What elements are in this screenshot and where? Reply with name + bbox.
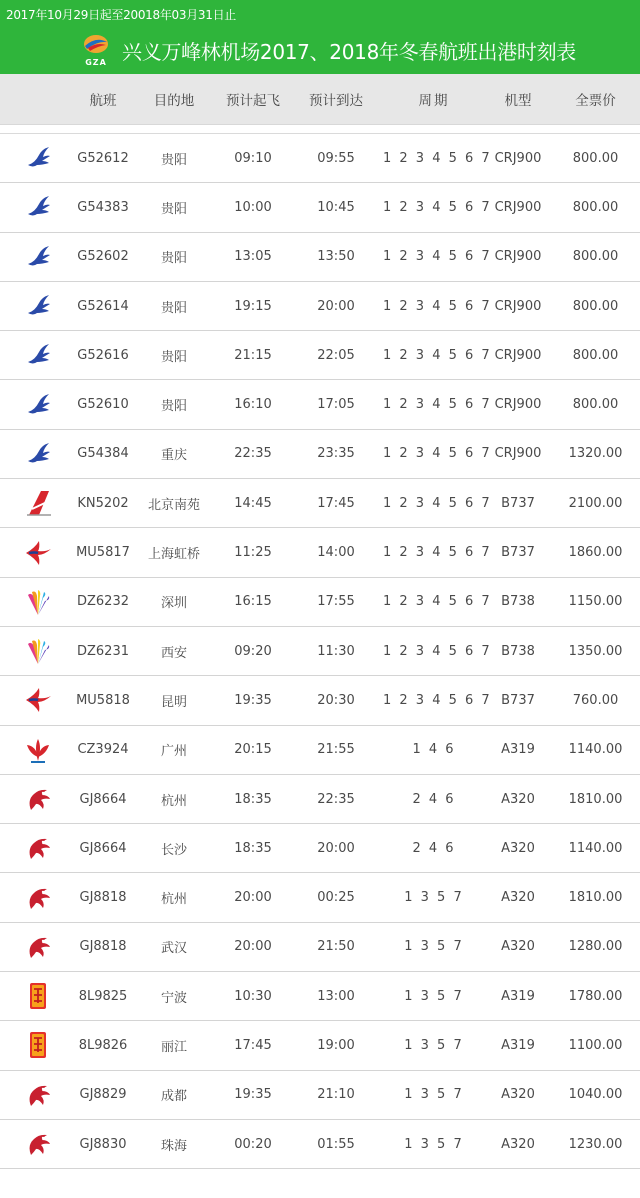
aircraft-type: A320 bbox=[501, 840, 535, 856]
seal-icon-graphic bbox=[23, 981, 53, 1011]
full-fare: 1040.00 bbox=[568, 1087, 623, 1103]
aircraft-type: B738 bbox=[501, 643, 535, 659]
dragon-icon bbox=[23, 883, 53, 913]
aircraft-type: B737 bbox=[501, 692, 535, 708]
destination: 广州 bbox=[160, 744, 187, 760]
airline-logo-cell bbox=[0, 488, 75, 518]
airline-logo-cell bbox=[0, 636, 75, 666]
destination: 宁波 bbox=[160, 990, 187, 1006]
bird-wing-icon bbox=[23, 143, 53, 173]
bird-wing-icon-graphic bbox=[23, 340, 53, 370]
arrival-time: 20:00 bbox=[317, 840, 355, 856]
table-row bbox=[0, 479, 640, 528]
departure-time: 14:45 bbox=[234, 495, 272, 511]
weekdays: 1 2 3 4 5 6 7 bbox=[383, 594, 492, 610]
full-fare: 1280.00 bbox=[568, 939, 623, 955]
table-row bbox=[0, 1071, 640, 1120]
weekdays: 1 4 6 bbox=[412, 742, 456, 758]
table-row bbox=[0, 380, 640, 429]
aircraft-type: A319 bbox=[501, 988, 535, 1004]
flight-number: GJ8818 bbox=[79, 939, 127, 955]
arrival-time: 09:55 bbox=[317, 150, 355, 166]
table-row bbox=[0, 923, 640, 972]
bird-wing-icon bbox=[23, 390, 53, 420]
destination: 贵阳 bbox=[160, 300, 187, 316]
flight-number: GJ8818 bbox=[79, 890, 127, 906]
destination: 昆明 bbox=[160, 694, 187, 710]
arrival-time: 21:10 bbox=[317, 1087, 355, 1103]
bird-wing-icon bbox=[23, 340, 53, 370]
arrival-time: 01:55 bbox=[317, 1136, 355, 1152]
departure-time: 13:05 bbox=[234, 249, 272, 265]
full-fare: 2100.00 bbox=[568, 495, 623, 511]
destination: 贵阳 bbox=[160, 399, 187, 415]
destination: 珠海 bbox=[160, 1138, 187, 1154]
bird-wing-icon bbox=[23, 192, 53, 222]
departure-time: 16:15 bbox=[234, 594, 272, 610]
dragon-icon bbox=[23, 1080, 53, 1110]
flight-number: G52602 bbox=[77, 249, 129, 265]
destination: 丽江 bbox=[160, 1039, 187, 1055]
dragon-icon-graphic bbox=[23, 883, 53, 913]
departure-time: 11:25 bbox=[234, 545, 272, 561]
aircraft-type: A320 bbox=[501, 1087, 535, 1103]
aircraft-type: B737 bbox=[501, 495, 535, 511]
weekdays: 1 2 3 4 5 6 7 bbox=[383, 545, 492, 561]
weekdays: 1 3 5 7 bbox=[404, 1087, 464, 1103]
airline-logo-cell bbox=[0, 833, 75, 863]
table-row bbox=[0, 1120, 640, 1169]
departure-time: 09:20 bbox=[234, 643, 272, 659]
full-fare: 1860.00 bbox=[568, 545, 623, 561]
weekdays: 1 2 3 4 5 6 7 bbox=[383, 150, 492, 166]
weekdays: 1 3 5 7 bbox=[404, 939, 464, 955]
departure-time: 09:10 bbox=[234, 150, 272, 166]
airline-logo-cell bbox=[0, 291, 75, 321]
flight-number: G52610 bbox=[77, 397, 129, 413]
arrival-time: 22:35 bbox=[317, 791, 355, 807]
departure-time: 19:15 bbox=[234, 298, 272, 314]
aircraft-type: A320 bbox=[501, 939, 535, 955]
arrival-time: 21:55 bbox=[317, 742, 355, 758]
airline-logo-cell bbox=[0, 1030, 75, 1060]
weekdays: 1 2 3 4 5 6 7 bbox=[383, 347, 492, 363]
airline-logo-cell bbox=[0, 587, 75, 617]
header-aircraft: 机型 bbox=[504, 93, 532, 109]
airline-logo-cell bbox=[0, 1080, 75, 1110]
table-row bbox=[0, 331, 640, 380]
departure-time: 20:15 bbox=[234, 742, 272, 758]
destination: 西安 bbox=[160, 645, 187, 661]
aircraft-type: CRJ900 bbox=[494, 249, 542, 265]
airline-logo-cell bbox=[0, 192, 75, 222]
header-price: 全票价 bbox=[575, 93, 616, 109]
full-fare: 800.00 bbox=[572, 347, 619, 363]
table-row bbox=[0, 282, 640, 331]
table-row bbox=[0, 627, 640, 676]
title-bar bbox=[0, 0, 640, 74]
swallow-icon bbox=[23, 685, 53, 715]
airport-code: GZA bbox=[85, 58, 107, 67]
dragon-icon bbox=[23, 1129, 53, 1159]
full-fare: 800.00 bbox=[572, 150, 619, 166]
arrival-time: 11:30 bbox=[317, 643, 355, 659]
departure-time: 21:15 bbox=[234, 347, 272, 363]
destination: 深圳 bbox=[160, 596, 187, 612]
flight-number: MU5817 bbox=[76, 545, 130, 561]
airline-logo-cell bbox=[0, 340, 75, 370]
aircraft-type: CRJ900 bbox=[494, 298, 542, 314]
arrival-time: 22:05 bbox=[317, 347, 355, 363]
weekdays: 1 2 3 4 5 6 7 bbox=[383, 495, 492, 511]
weekdays: 1 2 3 4 5 6 7 bbox=[383, 397, 492, 413]
seal-icon bbox=[23, 1030, 53, 1060]
peacock-icon-graphic bbox=[23, 587, 53, 617]
full-fare: 1140.00 bbox=[568, 742, 623, 758]
flight-number: GJ8664 bbox=[79, 791, 127, 807]
dragon-icon bbox=[23, 784, 53, 814]
departure-time: 17:45 bbox=[234, 1037, 272, 1053]
arrival-time: 00:25 bbox=[317, 890, 355, 906]
weekdays: 2 4 6 bbox=[412, 840, 456, 856]
airline-logo-cell bbox=[0, 1129, 75, 1159]
full-fare: 1320.00 bbox=[568, 446, 623, 462]
aircraft-type: CRJ900 bbox=[494, 199, 542, 215]
departure-time: 19:35 bbox=[234, 1087, 272, 1103]
departure-time: 18:35 bbox=[234, 840, 272, 856]
destination: 北京南苑 bbox=[147, 497, 200, 513]
dragon-icon-graphic bbox=[23, 932, 53, 962]
seal-icon bbox=[23, 981, 53, 1011]
aircraft-type: A319 bbox=[501, 742, 535, 758]
airline-logo-cell bbox=[0, 981, 75, 1011]
arrival-time: 13:00 bbox=[317, 988, 355, 1004]
flight-number: CZ3924 bbox=[77, 742, 129, 758]
page-title: 兴义万峰林机场2017、2018年冬春航班出港时刻表 bbox=[122, 39, 576, 64]
table-row bbox=[0, 824, 640, 873]
aircraft-type: CRJ900 bbox=[494, 397, 542, 413]
airport-logo bbox=[78, 33, 114, 67]
flight-number: DZ6232 bbox=[77, 594, 129, 610]
destination: 贵阳 bbox=[160, 152, 187, 168]
airline-logo-cell bbox=[0, 685, 75, 715]
airline-logo-cell bbox=[0, 242, 75, 272]
arrival-time: 17:45 bbox=[317, 495, 355, 511]
full-fare: 1810.00 bbox=[568, 791, 623, 807]
full-fare: 1150.00 bbox=[568, 594, 623, 610]
table-row bbox=[0, 430, 640, 479]
airline-logo-cell bbox=[0, 390, 75, 420]
aircraft-type: CRJ900 bbox=[494, 150, 542, 166]
full-fare: 1350.00 bbox=[568, 643, 623, 659]
arrival-time: 20:00 bbox=[317, 298, 355, 314]
aircraft-type: B738 bbox=[501, 594, 535, 610]
header-arrival: 预计到达 bbox=[309, 93, 363, 109]
title-group bbox=[78, 33, 576, 67]
airline-logo-cell bbox=[0, 538, 75, 568]
aircraft-type: A319 bbox=[501, 1037, 535, 1053]
flight-number: MU5818 bbox=[76, 692, 130, 708]
bird-wing-icon-graphic bbox=[23, 390, 53, 420]
arrival-time: 19:00 bbox=[317, 1037, 355, 1053]
dragon-icon-graphic bbox=[23, 1080, 53, 1110]
aircraft-type: CRJ900 bbox=[494, 347, 542, 363]
weekdays: 1 3 5 7 bbox=[404, 1037, 464, 1053]
dragon-icon bbox=[23, 932, 53, 962]
bird-wing-icon-graphic bbox=[23, 291, 53, 321]
red-tail-icon bbox=[23, 488, 53, 518]
dragon-icon-graphic bbox=[23, 784, 53, 814]
arrival-time: 21:50 bbox=[317, 939, 355, 955]
swallow-icon-graphic bbox=[23, 685, 53, 715]
weekdays: 1 2 3 4 5 6 7 bbox=[383, 446, 492, 462]
departure-time: 19:35 bbox=[234, 692, 272, 708]
table-row bbox=[0, 726, 640, 775]
flight-number: GJ8830 bbox=[79, 1136, 127, 1152]
airline-logo-cell bbox=[0, 735, 75, 765]
departure-time: 10:00 bbox=[234, 199, 272, 215]
header-weekdays: 周期 bbox=[418, 93, 450, 109]
weekdays: 1 3 5 7 bbox=[404, 890, 464, 906]
arrival-time: 10:45 bbox=[317, 199, 355, 215]
destination: 武汉 bbox=[160, 941, 187, 957]
flight-number: G54384 bbox=[77, 446, 129, 462]
table-row bbox=[0, 134, 640, 183]
weekdays: 1 2 3 4 5 6 7 bbox=[383, 692, 492, 708]
bird-wing-icon-graphic bbox=[23, 242, 53, 272]
airline-logo-cell bbox=[0, 439, 75, 469]
header-flight: 航班 bbox=[89, 93, 117, 109]
table-header bbox=[0, 74, 640, 125]
bird-wing-icon-graphic bbox=[23, 143, 53, 173]
destination: 贵阳 bbox=[160, 251, 187, 267]
flight-number: DZ6231 bbox=[77, 643, 129, 659]
departure-time: 18:35 bbox=[234, 791, 272, 807]
airline-logo-cell bbox=[0, 143, 75, 173]
flight-number: 8L9825 bbox=[78, 988, 128, 1004]
table-row bbox=[0, 1021, 640, 1070]
full-fare: 800.00 bbox=[572, 397, 619, 413]
destination: 杭州 bbox=[160, 892, 187, 908]
weekdays: 1 2 3 4 5 6 7 bbox=[383, 298, 492, 314]
header-departure: 预计起飞 bbox=[226, 93, 280, 109]
table-row bbox=[0, 183, 640, 232]
destination: 长沙 bbox=[160, 842, 187, 858]
airport-logo-icon bbox=[82, 33, 110, 55]
full-fare: 1780.00 bbox=[568, 988, 623, 1004]
arrival-time: 13:50 bbox=[317, 249, 355, 265]
dragon-icon-graphic bbox=[23, 833, 53, 863]
weekdays: 1 3 5 7 bbox=[404, 988, 464, 1004]
full-fare: 760.00 bbox=[572, 692, 619, 708]
header-destination: 目的地 bbox=[153, 93, 195, 109]
full-fare: 1100.00 bbox=[568, 1037, 623, 1053]
destination: 贵阳 bbox=[160, 349, 187, 365]
table-row bbox=[0, 578, 640, 627]
dragon-icon bbox=[23, 833, 53, 863]
arrival-time: 23:35 bbox=[317, 446, 355, 462]
departure-time: 20:00 bbox=[234, 939, 272, 955]
red-tail-icon-graphic bbox=[23, 488, 53, 518]
table-row bbox=[0, 676, 640, 725]
table-row bbox=[0, 873, 640, 922]
arrival-time: 17:55 bbox=[317, 594, 355, 610]
flight-number: KN5202 bbox=[77, 495, 129, 511]
flight-number: G52616 bbox=[77, 347, 129, 363]
aircraft-type: A320 bbox=[501, 791, 535, 807]
aircraft-type: A320 bbox=[501, 1136, 535, 1152]
bird-wing-icon-graphic bbox=[23, 192, 53, 222]
bird-wing-icon bbox=[23, 439, 53, 469]
kapok-icon bbox=[23, 735, 53, 765]
table-row bbox=[0, 233, 640, 282]
full-fare: 1230.00 bbox=[568, 1136, 623, 1152]
departure-time: 16:10 bbox=[234, 397, 272, 413]
swallow-icon bbox=[23, 538, 53, 568]
destination: 贵阳 bbox=[160, 201, 187, 217]
peacock-icon bbox=[23, 636, 53, 666]
aircraft-type: B737 bbox=[501, 545, 535, 561]
departure-time: 00:20 bbox=[234, 1136, 272, 1152]
flight-number: GJ8829 bbox=[79, 1087, 127, 1103]
kapok-icon-graphic bbox=[23, 735, 53, 765]
header-gap bbox=[0, 125, 640, 134]
arrival-time: 14:00 bbox=[317, 545, 355, 561]
airline-logo-cell bbox=[0, 784, 75, 814]
weekdays: 1 2 3 4 5 6 7 bbox=[383, 199, 492, 215]
aircraft-type: CRJ900 bbox=[494, 446, 542, 462]
weekdays: 1 3 5 7 bbox=[404, 1136, 464, 1152]
dragon-icon-graphic bbox=[23, 1129, 53, 1159]
flight-table-body bbox=[0, 134, 640, 1169]
swallow-icon-graphic bbox=[23, 538, 53, 568]
weekdays: 2 4 6 bbox=[412, 791, 456, 807]
full-fare: 800.00 bbox=[572, 298, 619, 314]
destination: 杭州 bbox=[160, 793, 187, 809]
flight-number: G52612 bbox=[77, 150, 129, 166]
departure-time: 10:30 bbox=[234, 988, 272, 1004]
seal-icon-graphic bbox=[23, 1030, 53, 1060]
arrival-time: 17:05 bbox=[317, 397, 355, 413]
full-fare: 800.00 bbox=[572, 249, 619, 265]
table-row bbox=[0, 775, 640, 824]
destination: 重庆 bbox=[160, 448, 187, 464]
bird-wing-icon bbox=[23, 291, 53, 321]
flight-number: 8L9826 bbox=[78, 1037, 128, 1053]
departure-time: 20:00 bbox=[234, 890, 272, 906]
bird-wing-icon-graphic bbox=[23, 439, 53, 469]
weekdays: 1 2 3 4 5 6 7 bbox=[383, 643, 492, 659]
flight-number: G54383 bbox=[77, 199, 129, 215]
aircraft-type: A320 bbox=[501, 890, 535, 906]
table-row bbox=[0, 972, 640, 1021]
table-row bbox=[0, 528, 640, 577]
departure-time: 22:35 bbox=[234, 446, 272, 462]
arrival-time: 20:30 bbox=[317, 692, 355, 708]
destination: 成都 bbox=[160, 1089, 187, 1105]
full-fare: 1140.00 bbox=[568, 840, 623, 856]
date-range: 2017年10月29日起至20018年03月31日止 bbox=[6, 8, 236, 22]
full-fare: 1810.00 bbox=[568, 890, 623, 906]
full-fare: 800.00 bbox=[572, 199, 619, 215]
peacock-icon-graphic bbox=[23, 636, 53, 666]
bird-wing-icon bbox=[23, 242, 53, 272]
peacock-icon bbox=[23, 587, 53, 617]
airline-logo-cell bbox=[0, 883, 75, 913]
flight-number: GJ8664 bbox=[79, 840, 127, 856]
destination: 上海虹桥 bbox=[147, 547, 200, 563]
airline-logo-cell bbox=[0, 932, 75, 962]
weekdays: 1 2 3 4 5 6 7 bbox=[383, 249, 492, 265]
flight-number: G52614 bbox=[77, 298, 129, 314]
